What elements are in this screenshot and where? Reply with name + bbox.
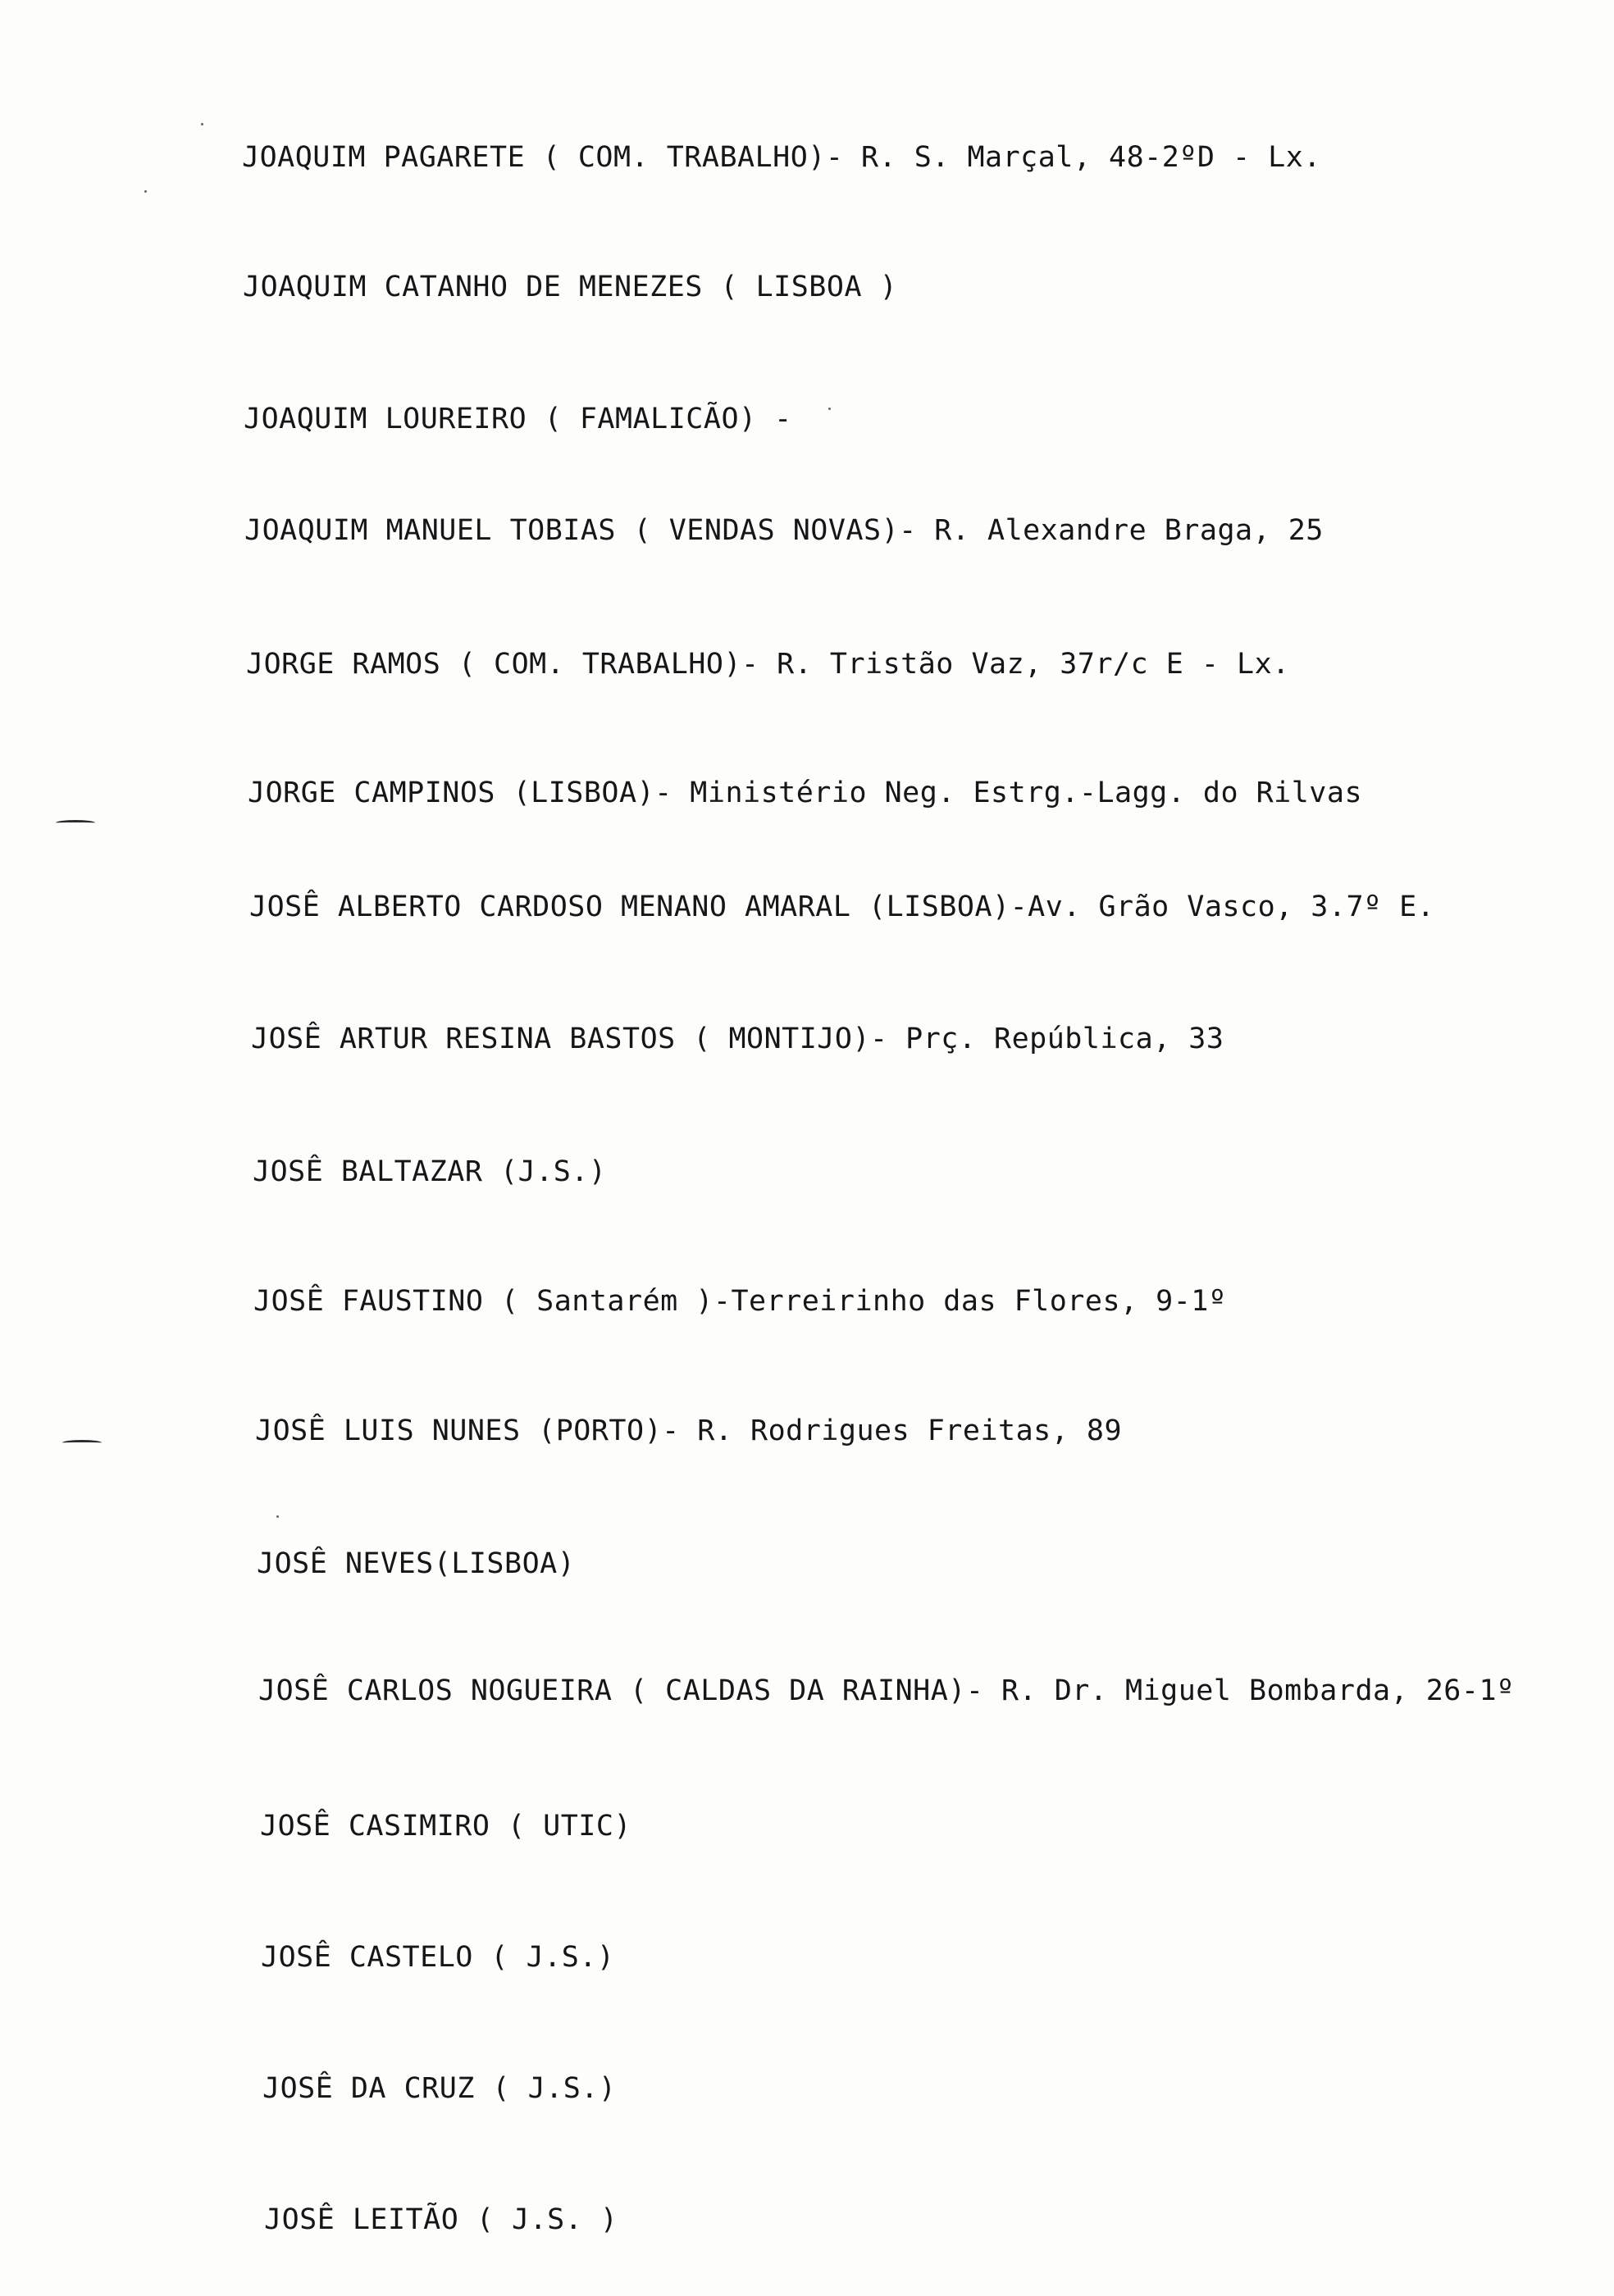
- list-item: JOSÊ LEITÃO ( J.S. ): [264, 2203, 618, 2236]
- speck-mark: [276, 1515, 279, 1518]
- list-item: JOSÊ DA CRUZ ( J.S.): [262, 2072, 617, 2105]
- list-item: JOSÊ FAUSTINO ( Santarém )-Terreirinho das Flores, 9-1º: [253, 1285, 1227, 1318]
- speck-mark: [201, 123, 203, 125]
- list-item: JOSÊ LUIS NUNES (PORTO)- R. Rodrigues Freitas, 89: [255, 1414, 1123, 1447]
- list-item: JOAQUIM MANUEL TOBIAS ( VENDAS NOVAS)- R. Alexandre Braga, 25: [244, 514, 1324, 547]
- list-item: JOSÊ BALTAZAR (J.S.): [253, 1155, 607, 1188]
- margin-hole-mark: [56, 820, 95, 826]
- list-item: JOSÊ CASTELO ( J.S.): [261, 1941, 615, 1974]
- margin-hole-mark: [62, 1440, 102, 1446]
- list-item: JORGE CAMPINOS (LISBOA)- Ministério Neg. Estrg.-Lagg. do Rilvas: [248, 777, 1363, 809]
- speck-mark: [144, 190, 147, 193]
- list-item: JOAQUIM PAGARETE ( COM. TRABALHO)- R. S. Marçal, 48-2ºD - Lx.: [242, 141, 1321, 174]
- list-item: JOSÊ CARLOS NOGUEIRA ( CALDAS DA RAINHA)- R. Dr. Miguel Bombarda, 26-1º: [258, 1674, 1515, 1707]
- list-item: JOSÊ CASIMIRO ( UTIC): [260, 1810, 632, 1843]
- list-item: JOSÊ ALBERTO CARDOSO MENANO AMARAL (LISBOA)-Av. Grão Vasco, 3.7º E.: [249, 891, 1435, 923]
- list-item: JOSÊ NEVES(LISBOA): [257, 1547, 576, 1580]
- list-item: JOAQUIM CATANHO DE MENEZES ( LISBOA ): [243, 271, 898, 303]
- list-item: JORGE RAMOS ( COM. TRABALHO)- R. Tristão Vaz, 37r/c E - Lx.: [246, 648, 1290, 681]
- list-item: JOSÊ ARTUR RESINA BASTOS ( MONTIJO)- Prç. República, 33: [251, 1023, 1224, 1055]
- speck-mark: [828, 408, 831, 410]
- list-item: JOAQUIM LOUREIRO ( FAMALICÃO) -: [244, 403, 792, 435]
